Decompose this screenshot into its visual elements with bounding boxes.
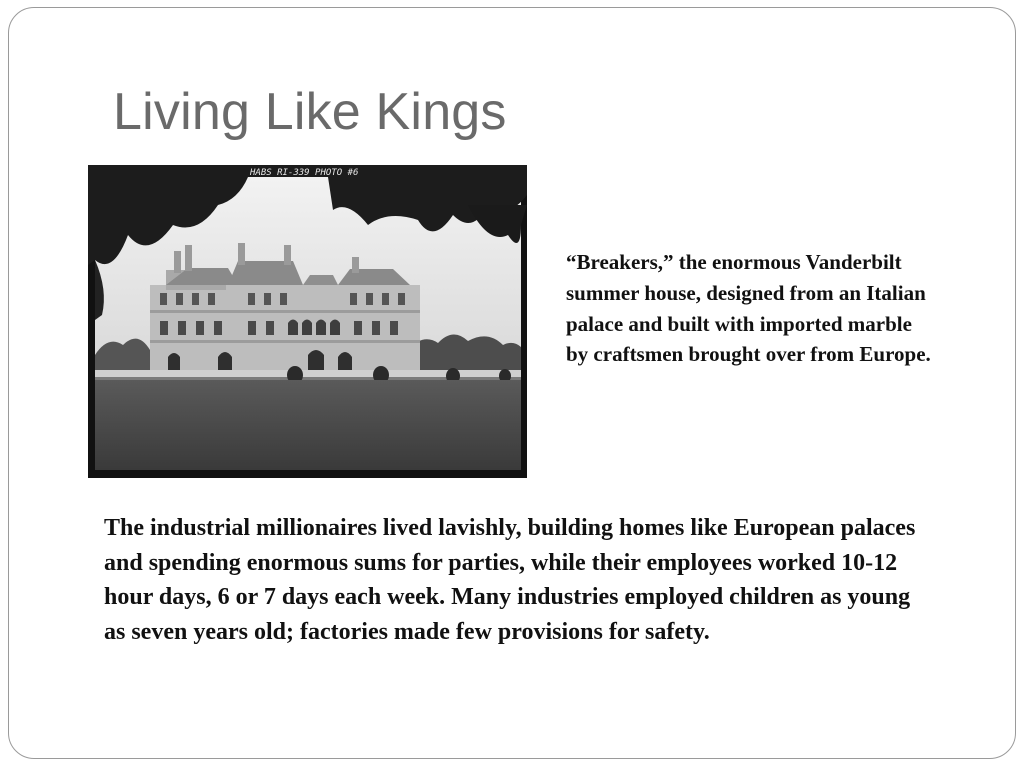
photo-caption: “Breakers,” the enormous Vanderbilt summer house, designed from an Italian palace and built with imported marble by craftsmen brought over from Europe. (566, 250, 931, 367)
photo-stamp-text: HABS RI-339 PHOTO #6 (250, 168, 359, 178)
breakers-mansion-photo (88, 165, 527, 478)
mansion-photo-drawing (88, 165, 527, 478)
body-paragraph: The industrial millionaires lived lavishly, building homes like European palaces and spending enormous sums for parties, while their employees worked 10-12 hour days, 6 or 7 days each week. Many industries employed children as young as seven years old; factories made few provisions for safety. (104, 515, 916, 645)
slide-title: Living Like Kings (113, 83, 507, 141)
